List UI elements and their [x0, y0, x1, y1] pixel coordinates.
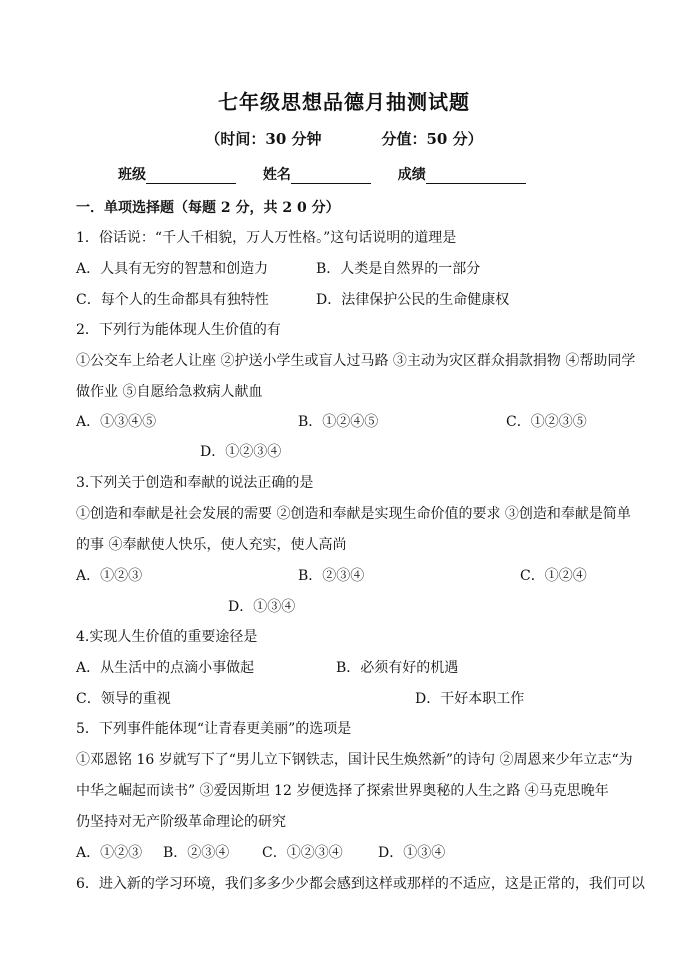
- q1-option-c: C．每个人的生命都具有独特性: [76, 292, 269, 308]
- q1-stem: 1．俗话说：“千人千相貌，万人万性格。”这句话说明的道理是: [76, 230, 457, 246]
- grade-label: 成绩: [397, 167, 426, 183]
- name-field: [263, 164, 371, 184]
- q2-items-line2: 做作业 ⑤自愿给急救病人献血: [76, 384, 263, 400]
- q1-option-a: A．人具有无穷的智慧和创造力: [76, 261, 269, 277]
- q1-option-d: D．法律保护公民的生命健康权: [316, 292, 510, 308]
- q3-items-line2: 的事 ④奉献使人快乐，使人充实，使人高尚: [76, 537, 347, 553]
- q3-option-d: D．①③④: [228, 599, 296, 615]
- q4-option-c: C．领导的重视: [76, 691, 171, 707]
- q3-option-b: B．②③④: [298, 568, 365, 584]
- q2-option-b: B．①②④⑤: [298, 414, 379, 430]
- q3-items-line1: ①创造和奉献是社会发展的需要 ②创造和奉献是实现生命价值的要求 ③创造和奉献是简单: [76, 506, 631, 522]
- exam-meta: [0, 128, 688, 149]
- q4-option-b: B．必须有好的机遇: [336, 660, 459, 676]
- q4-stem: 4.实现人生价值的重要途径是: [76, 629, 258, 645]
- page-title: 七年级思想品德月抽测试题: [218, 90, 470, 114]
- q5-items-line1: ①邓恩铭 16 岁就写下了“男儿立下钢铁志，国计民生焕然新”的诗句 ②周恩来少年立志“为: [76, 752, 633, 768]
- q3-stem: 3.下列关于创造和奉献的说法正确的是: [76, 475, 314, 491]
- q5-option-a: A．①②③: [76, 845, 143, 861]
- q2-option-c: C．①②③⑤: [506, 414, 587, 430]
- q3-option-c: C．①②④: [520, 568, 587, 584]
- class-blank[interactable]: [146, 169, 236, 184]
- q2-option-a: A．①③④⑤: [76, 414, 157, 430]
- name-label: 姓名: [262, 167, 291, 183]
- q5-stem: 5．下列事件能体现“让青春更美丽”的选项是: [76, 721, 352, 737]
- q5-items-line3: 仍坚持对无产阶级革命理论的研究: [76, 814, 286, 830]
- q6-stem: 6．进入新的学习环境，我们多多少少都会感到这样或那样的不适应，这是正常的，我们可以: [76, 876, 645, 892]
- q2-items-line1: ①公交车上给老人让座 ②护送小学生或盲人过马路 ③主动为灾区群众捐款捐物 ④帮助同学: [76, 353, 636, 369]
- grade-field: [398, 164, 526, 184]
- q4-option-a: A．从生活中的点滴小事做起: [76, 660, 255, 676]
- time-limit: （时间：30 分钟: [205, 130, 322, 148]
- grade-blank[interactable]: [426, 169, 526, 184]
- q5-option-d: D．①③④: [378, 845, 446, 861]
- student-info: [118, 164, 548, 184]
- q1-option-b: B．人类是自然界的一部分: [316, 261, 481, 277]
- q2-option-d: D．①②③④: [200, 444, 282, 460]
- class-label: 班级: [118, 167, 146, 183]
- q2-stem: 2．下列行为能体现人生价值的有: [76, 322, 281, 338]
- q5-option-b: B．②③④: [163, 845, 230, 861]
- name-blank[interactable]: [291, 169, 371, 184]
- q5-option-c: C．①②③④: [262, 845, 343, 861]
- q4-option-d: D．干好本职工作: [415, 691, 525, 707]
- total-score: 分值：50 分）: [381, 130, 483, 148]
- q5-items-line2: 中华之崛起而读书” ③爱因斯坦 12 岁便选择了探索世界奥秘的人生之路 ④马克思晚年: [76, 783, 609, 799]
- section-heading: 一．单项选择题（每题 2 分，共 2 0 分）: [76, 200, 340, 216]
- q3-option-a: A．①②③: [76, 568, 143, 584]
- class-field: [118, 164, 236, 184]
